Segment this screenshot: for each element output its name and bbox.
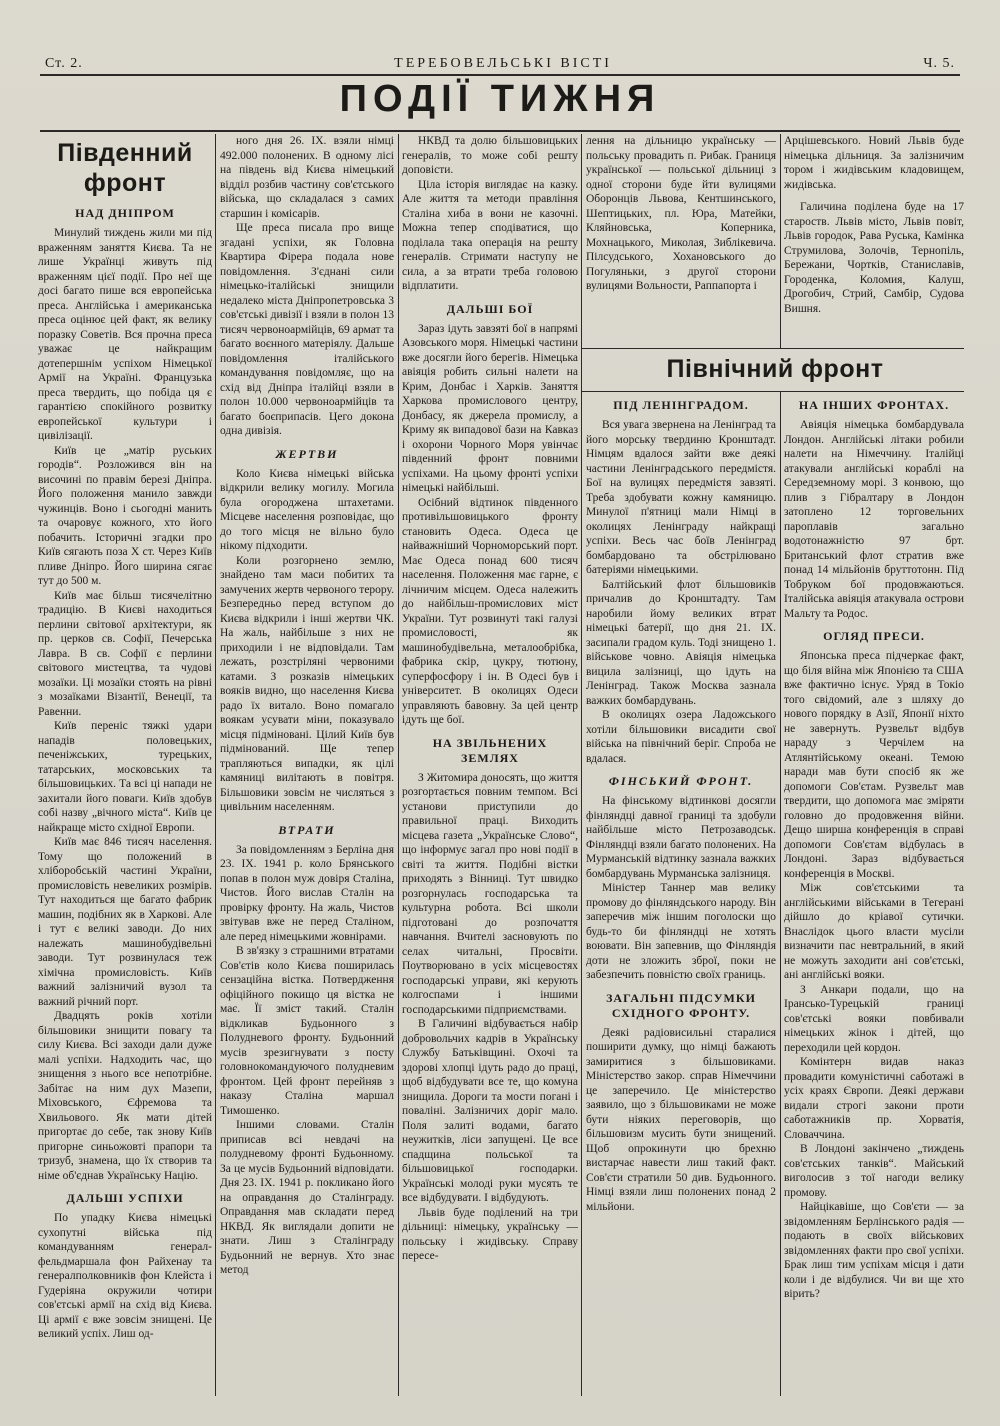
north-section-rule [581, 348, 964, 349]
running-head [45, 50, 955, 72]
section-heading: НА ЗВІЛЬНЕНИХ ЗЕМЛЯХ [432, 735, 548, 765]
section-heading: НА ІНШИХ ФРОНТАХ. [798, 398, 950, 412]
paragraph: Зараз ідуть завзяті бої в напрямі Азовського моря. Німецькі частини вже досягли його берегів. Німецька авіяція робить сильні налети на Крим, Донбас і Харків. Заняття Харкова промислового центру, Донбасу, як джерела промислу, а Криму як випадової бази на Кавказ і охорони Чорного Моря увінчає південний фронт повними успіхами. На цьому фронті успіхи німецькі найбільші. [402, 322, 578, 494]
paragraph: Арцішевського. Новий Львів буде німецька дільниця. За залізничим тором і жидівським кладовищем, жидівська. [784, 135, 964, 191]
column-4-bottom [586, 390, 776, 1396]
paragraph: Київ це „матір руських городів“. Розложився він на височині по правім березі Дніпра. Його положення манило завжди чужинців. Воно і сьогодні манить та очаровує кожного, хто його побачить. Історичні згадки про Київ сягають поза Х ст. Через Київ пливе Дніпро. Його ширина сягає тут до 500 м. [38, 444, 212, 587]
section-heading: ДАЛЬШІ УСПІХИ [66, 1191, 184, 1205]
paragraph: Коло Києва німецькі війська відкрили велику могилу. Могила була огороджена штахетами. Місцеве населення розповідає, що до того місця не вільно було нікому підходити. [220, 467, 394, 552]
south-front-heading: Південний фронт [57, 139, 193, 197]
section-heading: ЗАГАЛЬНІ ПІДСУМКИ СХІДНОГО ФРОНТУ. [606, 990, 756, 1020]
paragraph: Вся увага звернена на Ленінград та його морську твердиню Кронштадт. Німцям вдалося зайти вже деякі частини Ленінградського передмістя. Бої на вулицях передмістя завзяті. Треба здобувати кожну камяницю. Минулої п'ятниці мали Німці в околицях Ленінграду найкращі успіхи. Весь час боїв Ленінград бомбардовано та обстрілювано батеріями німецькими. [586, 419, 776, 576]
north-front-heading: Північний фронт [666, 355, 884, 383]
paragraph: Іншими словами. Сталін приписав всі невдачі на полудневому фронті Будьонному. За це мусів Будьонний відповідати. Дня 23. IX. 1941 р. покликано його на оправдання до Сталінграду. Оправдання мав складати перед НКВД. Як виглядали допити не знати. Лиш з Сталінграду Будьонний не вернув. Хто знає метод [220, 1119, 394, 1276]
paragraph: лення на дільницю українську — польську провадить п. Рибак. Границя української — польської дільниці з одної сторони буде йти вулицями Оборонців Львова, Кентшинського, Шептицьких, пл. Юра, Матейки, Кляйновська, Коперника, Мохнацького, Миколая, Зиблікевича. Пілсудського, Хохановського до Погуляньки, з другої сторони вулицями Вольности, Раппапорта і [586, 135, 776, 292]
paragraph: Найцікавіше, що Сов'єти — за звідомленням Берлінського радія — подають в своїх військових звідомленнях факти про свої успіхи. Брак лиш тим успіхам місця і дати коли і де відбулися. Чи ви ще хто вірить? [784, 1201, 964, 1300]
paragraph: Осібний відтинок південного противільшовицького фронту становить Одеса. Одеса це найважніший Чорноморський порт. Має Одеса понад 600 тисяч населення. Положення має гарне, є лічничим місцем. Одеса належить до найбільш-промислових міст України. Тут розвинуті такі галузі промисловості, як машинобудівельна, металообрібка, фабрика скір, цукру, тютюну, суперфосфору і ін. В Одесі був і університет. В околицях Одеси управляють бавовну. За цей центр ідуть ще бої. [402, 496, 578, 726]
paragraph: Минулий тиждень жили ми під враженням заняття Києва. Та не лише Українці живуть під враженням цієї події. Про неї ще досі багато пише вся европейська преса. Англійська і американська преса оцінює цей факт, як велику поразку Советів. Вся прочна преса уважає це найкращим дотепершнім успіхом Німецької Армії на Україні. Французька преса твердить, що побіда ця є гарантією спокійного розвитку европейської культури і цивілізації. [38, 227, 212, 442]
paragraph: Галичина поділена буде на 17 староств. Львів місто, Львів повіт, Львів городок, Рава Руська, Камінка Струмилова, Золочів, Тернопіль, Бережани, Чортків, Станиславів, Городенка, Коломия, Калуш, Дрогобич, Стрий, Самбір, Судова Вишня. [784, 201, 964, 315]
paragraph: Ще преса писала про вище згадані успіхи, як Головна Квартира Фірера подала нове повідомлення. З'єднані сили німецько-італійські знищили недалеко міста Дніпропетровська 3 сов'єтські дивізії і взяли в полон 13 тисяч червоноармійців, 69 армат та багато воєнного матеріялу. Дальше повідомлення італійського командування повідомляє, що на схід від Дніпра італійці взяли в полон 10.000 червоноармійців та багато боєприпасів. Цего докона одна дивізія. [220, 222, 394, 437]
column-divider-3 [581, 134, 582, 1396]
section-heading: ВТРАТИ [278, 822, 336, 837]
paragraph: Коли розгорнено землю, знайдено там маси побитих та замучених жертв червоного терору. Безпередньо перед вступом до Києва відкрили і інші жертви ЧК. На жаль, найбільше з них не приходили і не відповідали. Там лежать, розстріляні червоними катами. З розказів німецьких вояків видно, що населення Києва радо їх витало. Воно помагало воякам усувати міни, показувало місця підміновані. Цілий Київ був підмінований. Ще тепер трапляються випадки, як цілі камяниці вилітають в повітря. Більшовики зовсім не числяться з цивільним населенням. [220, 554, 394, 813]
section-heading: ФІНСЬКИЙ ФРОНТ. [608, 774, 754, 788]
paragraph: Київ переніс тяжкі удари нападів половецьких, печеніжських, турецьких, татарських, московських та більшовицьких. Та всі ці напади не захитали його поваги. Київ здобув собі назву „вічного міста“. Київ це найкраще місто східної Европи. [38, 720, 212, 834]
column-3 [402, 134, 578, 1394]
paragraph: На фінському відтинкові досягли фінляндці давної границі та здобули найбільше місто Петрозаводськ. Фінляндці взяли багато полонених. На Мурманській відтинку зазнала важких бомбардувань Мурманська залізниця. [586, 795, 776, 880]
column-divider-4b [780, 392, 781, 1396]
paragraph: Двадцять років хотіли більшовики знищити повагу та силу Києва. Всі заходи дали дуже малі успіхи. Надходить час, що знищення з нього все непотрібне. Забітає на ним дух Мазепи, Міховського, Єфремова та Хвильового. Як мати дітей пригортає до себе, так знову Київ пригорне синьожовті прапори та тризуб, знамена, що їх створив та німе об'єднав Українську Націю. [38, 1010, 212, 1182]
paragraph: Між сов'єтськими та англійськими військами в Тегерані дійшло до кріавої сутички. Внаслідок цього власти мусіли визначити пас невтральний, в який не можуть заходити ані сов'єтські, ані англійські вояки. [784, 882, 964, 981]
column-divider-2 [398, 134, 399, 1396]
column-2 [220, 134, 394, 1394]
section-heading: ПІД ЛЕНІНГРАДОМ. [613, 398, 749, 412]
column-divider-1 [215, 134, 216, 1396]
column-divider-4a [780, 134, 781, 348]
paragraph: В Лондоні закінчено „тиждень сов'єтських танків“. Майський виголосив з тої нагоди велику промову. [784, 1143, 964, 1199]
paragraph: НКВД та долю більшовицьких генералів, то може собі решту доповісти. [402, 135, 578, 176]
paragraph: Київ має більш тисячелітню традицію. В Києві находиться перлини світової архітектури, як пр. церков св. Софії, Печерська Лавра. В св. Софії є перлини світового мистецтва, та чудові мозаїки. Ці мозаїки стоять на рівні з мозаїками Візантії, Венеції, та Равенни. [38, 589, 212, 718]
paragraph: ного дня 26. IX. взяли німці 492.000 полонених. В одному лісі на південь від Києва німецький відділ розбив частину сов'єтського війська, що складалася з самих старшин і комісарів. [220, 135, 394, 220]
title-rule [40, 130, 960, 132]
paragraph: Японська преса підчеркає факт, що біля війна між Японією та США вже фактично існує. Уряд в Токіо того свідомий, але з шляху до нового порядку в Азії, Японії ніхто не завернуть. Рузвельт відбув нараду з Черчілем на Атлянтійському океані. Темою наради мав бути спосіб як же допомоги Сов'єтам. Рузвельт мав твердити, що допомога має зміряти головно до продовження війни. Дещо ширша конференція в справі допомоги Сов'єтам відбулась в Лондоні. Зараз відбувається конференція в Москві. [784, 650, 964, 880]
paragraph: Деякі радіовисильні старалися поширити думку, що німці бажають замиритися з більшовиками. Міністерство закор. справ Німеччини це заперечило. Це міністерство заявило, що з більшовиками не може бути ніяких переговорів, що більшовизм мусить бути знищений. Щоб опрокинути цю брехню вистарчає навести лиш такий факт. Сов'єти стратили 50 див. Будьонного. Німці взяли лиш полонених понад 2 мільйони. [586, 1026, 776, 1213]
paragraph: За повідомленням з Берліна дня 23. IX. 1941 р. коло Брянського попав в полон муж довіря Сталіна, Чистов. Його вислав Сталін на провірку фронту. На жаль, Чистов звітував вже не перед Сталіном, але перед німецькими жовнірами. [220, 843, 394, 943]
column-4-top [586, 134, 776, 346]
paragraph: Авіяція німецька бомбардувала Лондон. Англійські літаки робили налети на Німеччину. Італійці атакували англійські кораблі на Середземному морі. З конвою, що плив з Гібралтару в Лондон затоплено 12 торговельних пароплавів загально водотонажністю 97 брт. Британський флот стратив вже понад 14 мільйонів бруттотонн. Під Тобруком бої продовжаються. Італійська авіяція атакувала острови Мальту та Родос. [784, 419, 964, 620]
paragraph: З Анкари подали, що на Ірансько-Турецькій границі сов'єтські вояки повбивали німецьких жінок і дітей, що переходили цей кордон. [784, 983, 964, 1054]
paragraph: Київ має 846 тисяч населення. Тому що положений в хліборобській частині України, промисловість невеликих розмірів. Тут находиться ще багато фабрик машин, подібних як в Харкові. Але і тут є великі заводи. До них належать машинобудівельні заводи. Тут розвинулася теж хімічна промисловість. Київ важний залізничий вузол та важний річний порт. [38, 836, 212, 1008]
paper-name: ТЕРЕБОВЕЛЬСЬКІ ВІСТІ [394, 56, 612, 71]
north-heading-box [586, 350, 964, 390]
paragraph: Львів буде поділений на три дільниці: німецьку, українську — польську і жидівську. Справу пересе- [402, 1206, 578, 1262]
paragraph: Ціла історія виглядає на казку. Але життя та методи правління Сталіна хиба в вони не казочні. Можна тепер сподіватися, що поділала така операція на решту генералів. Стримати наступу не сила, а за втрати треба головою відплатити. [402, 178, 578, 292]
section-heading: ДАЛЬШІ БОЇ [446, 301, 534, 316]
page-title: ПОДІЇ ТИЖНЯ [339, 78, 661, 120]
column-1 [38, 134, 212, 1394]
page-number: Ст. 2. [45, 56, 83, 71]
section-heading: ЖЕРТВИ [275, 446, 339, 461]
section-heading: НАД ДНІПРОМ [75, 206, 175, 220]
column-5-bottom [784, 390, 964, 1396]
column-5-top [784, 134, 964, 346]
top-rule [40, 74, 960, 76]
section-heading: ОГЛЯД ПРЕСИ. [823, 629, 925, 643]
paragraph: Міністер Таннер мав велику промову до фінляндського народу. Він заперечив між іншим поголоски що будь-то би фінляндці не хотять воювати. Він запевнив, що Фінляндія доти не зложить зброї, поки не забезпечить повністю своїх границь. [586, 882, 776, 981]
paragraph: По упадку Києва німецькі сухопутні війська під командуванням генерал-фельдмаршала фон Райхенау та генералполковників фон Клейста і Гудеріяна окружили чотири сов'єтські армії на схід від Києва. Ці армії є вже зовсім знищені. Це великий успіх. Лиш од- [38, 1212, 212, 1340]
paragraph: З Житомира доносять, що життя розгортається повним темпом. Всі установи приступили до правильної праці. Виходить місцева газета „Українське Слово“, що інформує загал про нові події в світі та життя. Подібні вістки приходять з Вінниці. Тут швидко розгорнулась господарська та культурна робота. Всі школи підготовані до розпочаття навчання. Вчителі засновують по селах читальні, Просвіти. Поутворювано в усіх місцевостях господарські управи, які керують колгоспами і іншими господарськими підприємствами. [402, 771, 578, 1016]
paragraph: В Галичині відбувається набір добровольчих кадрів в Українську Службу Батьківщині. Охочі та здорові хлопці ідуть радо до праці, щоб відбудувати все те, що комуна знищила. Дороги та мости погані і поваліні. Залізничих доріг мало. Поля залиті водами, багато неужитків, ліси запущені. Це все спадщина польської та більшовицької господарки. Українські молоді руки мусять те все відбудувати. І відбудують. [402, 1018, 578, 1204]
paragraph: Комінтерн видав наказ провадити комуністичні саботажі в усіх краях Європи. Деякі держави видали строгі закони проти саботажників пр. Хорватія, Словаччина. [784, 1056, 964, 1141]
paragraph: Балтійський флот більшовиків причалив до Кронштадту. Там наробили йому великих втрат німецькі батерії, що дня 21. IX. засипали градом куль. Тоді знищено 1. військове човно. Авіяція німецька вицила залізниці, що ідуть на Ленінград. Також Москва зазнала важких бомбардувань. [586, 578, 776, 707]
paragraph: В околицях озера Ладожського хотіли більшовики висадити свої війська на північний беріг. Спроба не вдалася. [586, 709, 776, 765]
issue-number: Ч. 5. [923, 56, 955, 71]
paragraph: В зв'язку з страшними втратами Сов'єтів коло Києва поширилась сензаційна вістка. Потвердження офіційного покищо ця вістка не має. Її зміст такий. Сталін відкликав Будьонного з Полудневого фронту. Будьонний мусів зрезигнувати з посту головнокомандуючого полудневим фронтом. Цей фронт перейняв з наказу Сталіна маршал Тимошенко. [220, 945, 394, 1117]
